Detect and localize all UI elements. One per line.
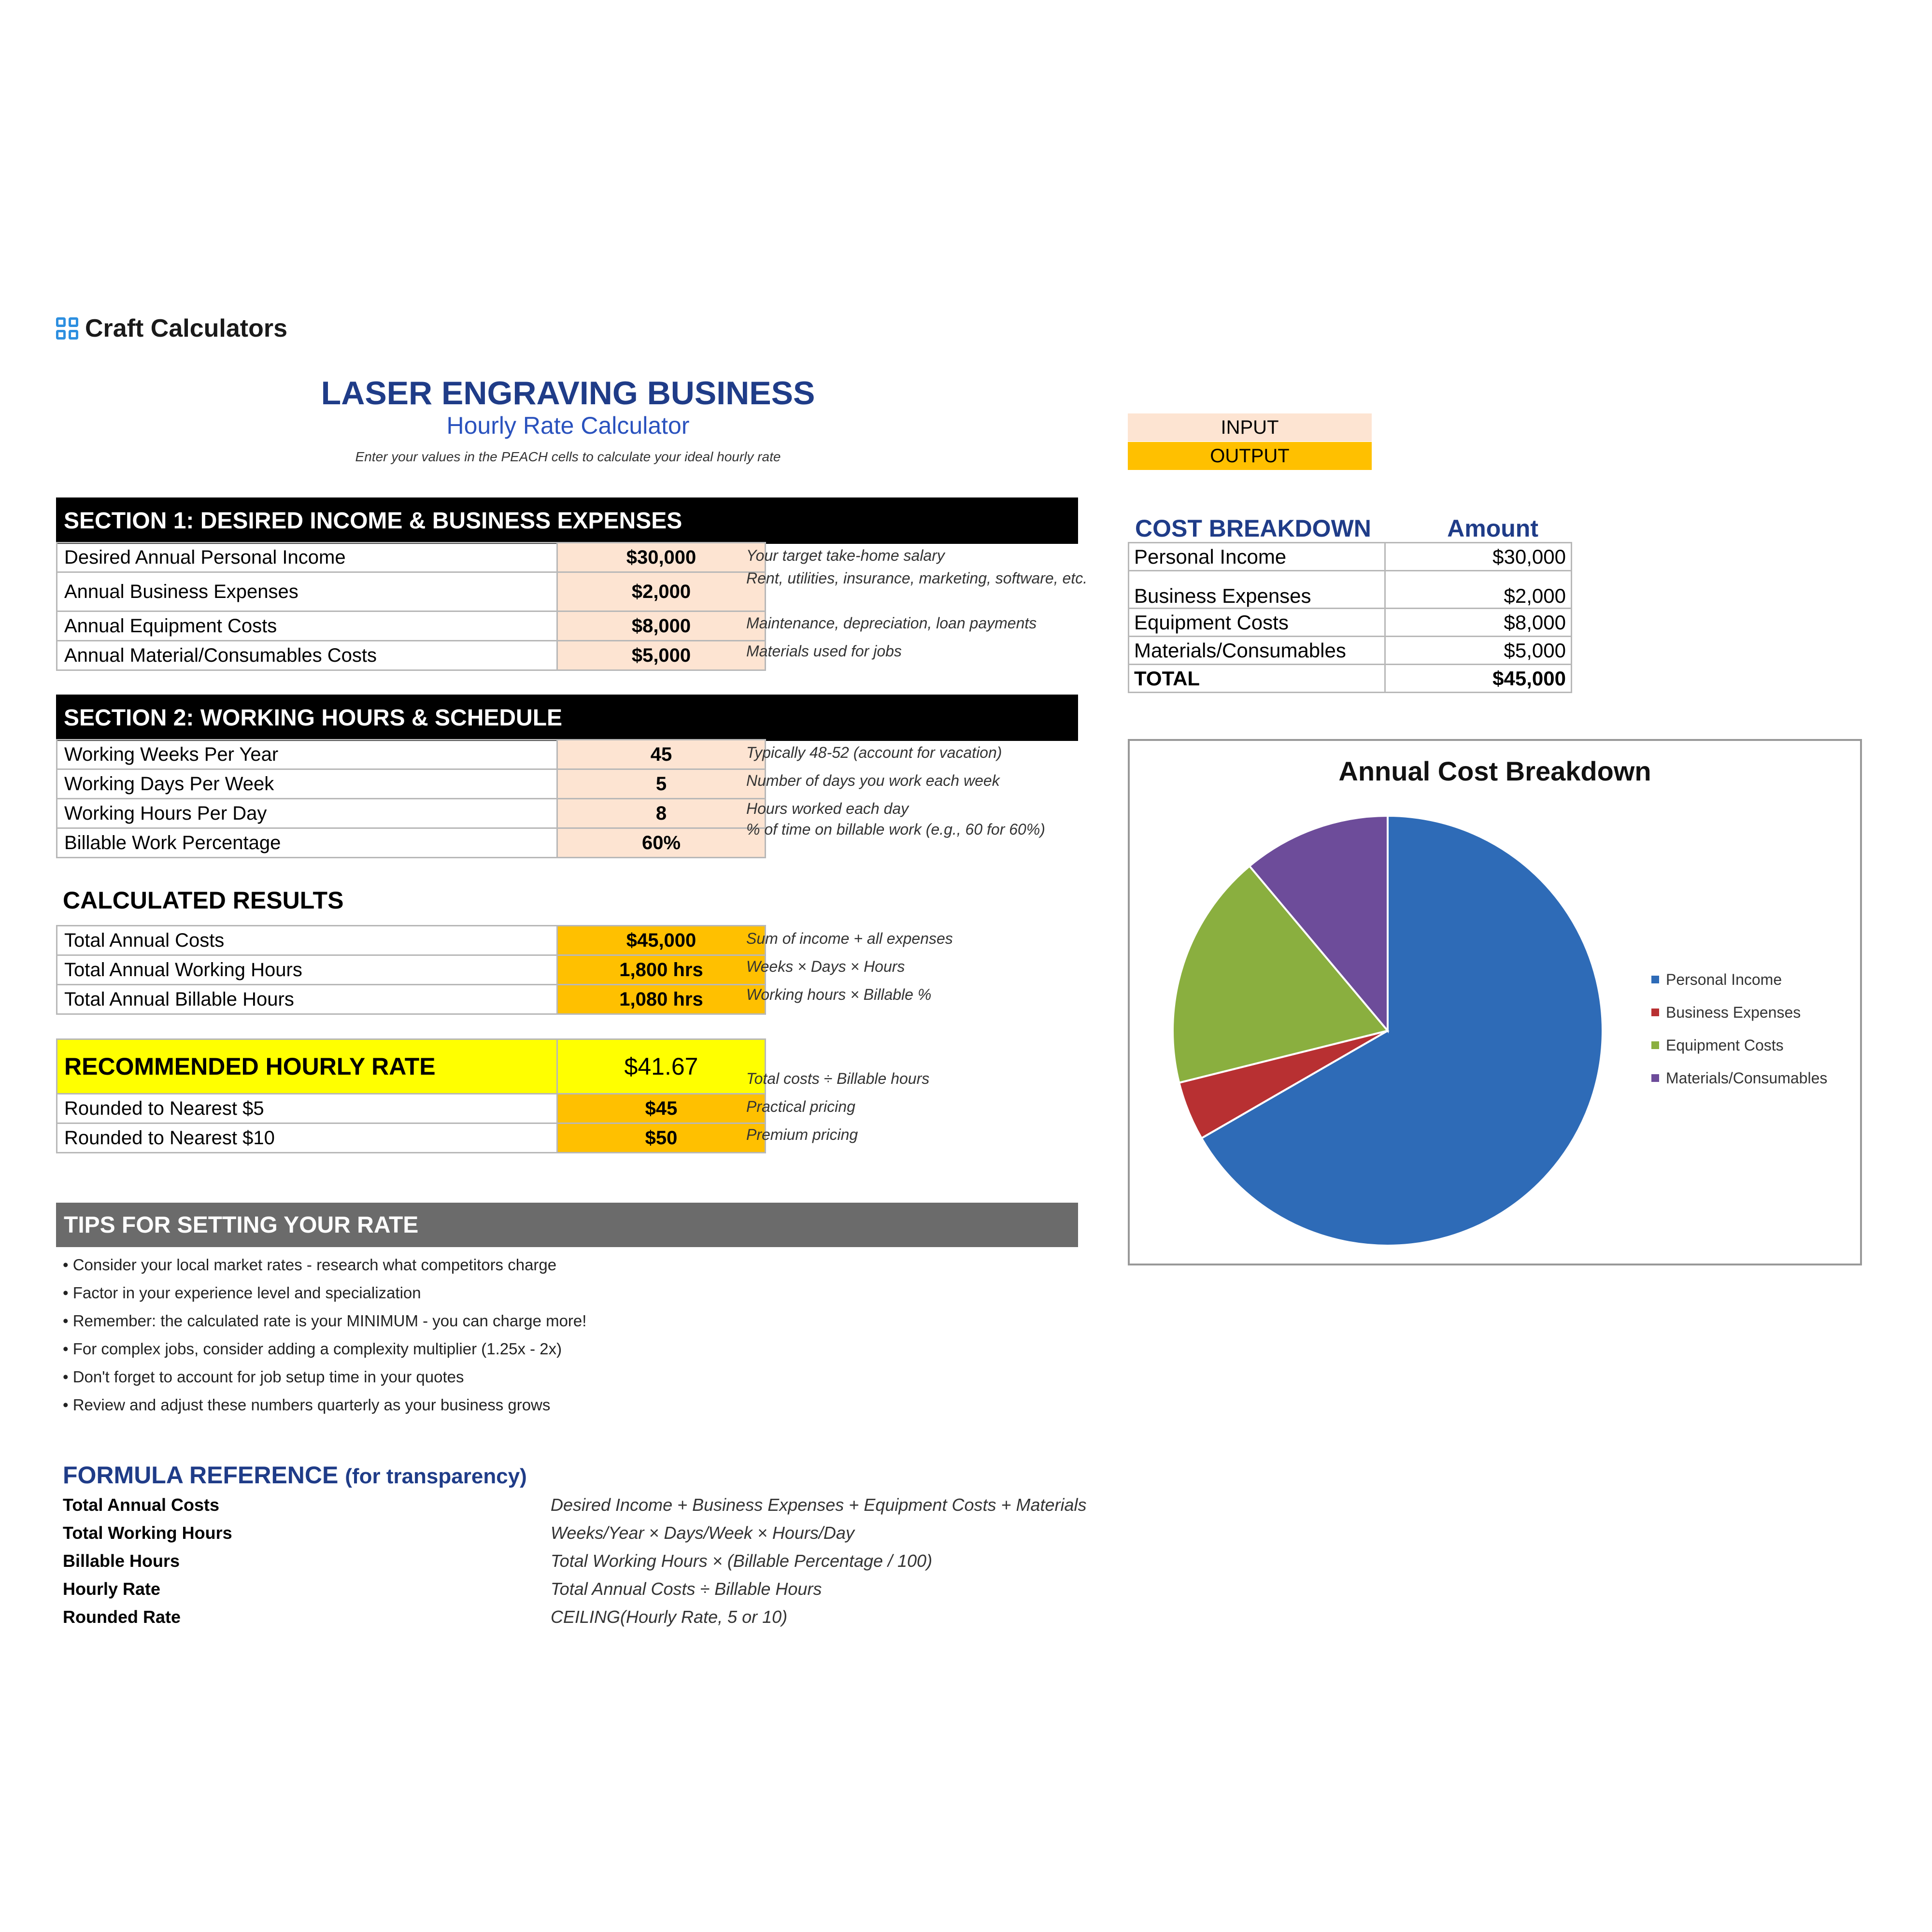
table-row xyxy=(57,611,766,641)
total-costs-output: $45,000 xyxy=(557,926,766,955)
hours-per-day-input[interactable]: 8 xyxy=(557,799,766,828)
materials-costs-input[interactable]: $5,000 xyxy=(557,641,766,670)
results-title: CALCULATED RESULTS xyxy=(63,887,344,914)
legend-item xyxy=(1651,1062,1827,1094)
working-hours-output: 1,800 hrs xyxy=(557,955,766,985)
formula-expression: Total Working Hours × (Billable Percentage / 100) xyxy=(551,1551,933,1571)
instruction-text: Enter your values in the PEACH cells to calculate your ideal hourly rate xyxy=(355,449,781,464)
row-note: Working hours × Billable % xyxy=(746,986,932,1003)
formula-label: Billable Hours xyxy=(63,1551,180,1571)
weeks-per-year-input[interactable]: 45 xyxy=(557,740,766,769)
total-row xyxy=(1129,665,1572,693)
total-label: TOTAL xyxy=(1129,665,1385,693)
list-item: • Consider your local market rates - research what competitors charge xyxy=(63,1256,557,1274)
cost-breakdown-title: COST BREAKDOWN xyxy=(1135,515,1371,542)
rounded-10-output: $50 xyxy=(557,1123,766,1153)
row-note: Total costs ÷ Billable hours xyxy=(746,1070,930,1087)
formula-label: Total Annual Costs xyxy=(63,1495,219,1515)
table-row xyxy=(1129,571,1572,609)
row-value: $8,000 xyxy=(1385,609,1572,637)
row-note: Hours worked each day xyxy=(746,800,909,817)
equipment-costs-input[interactable]: $8,000 xyxy=(557,611,766,641)
list-item: • Remember: the calculated rate is your MINIMUM - you can charge more! xyxy=(63,1312,587,1330)
formula-row xyxy=(63,1523,1145,1551)
row-label: Working Hours Per Day xyxy=(57,799,557,828)
table-row xyxy=(57,1123,766,1153)
list-item: • Don't forget to account for job setup time in your quotes xyxy=(63,1368,464,1386)
table-row xyxy=(57,769,766,799)
row-value: $5,000 xyxy=(1385,637,1572,665)
table-row xyxy=(57,828,766,858)
row-label: Working Days Per Week xyxy=(57,769,557,799)
row-label: Total Annual Costs xyxy=(57,926,557,955)
business-expenses-input[interactable]: $2,000 xyxy=(557,572,766,611)
list-item: • For complex jobs, consider adding a complexity multiplier (1.25x - 2x) xyxy=(63,1340,562,1358)
legend-label: Materials/Consumables xyxy=(1666,1069,1828,1087)
row-label: Total Annual Billable Hours xyxy=(57,985,557,1014)
row-value: $2,000 xyxy=(1385,571,1572,609)
list-item: • Review and adjust these numbers quarterly as your business grows xyxy=(63,1396,551,1414)
legend-swatch xyxy=(1651,976,1659,983)
table-row xyxy=(57,926,766,955)
formula-label: Rounded Rate xyxy=(63,1607,181,1627)
page-subtitle: Hourly Rate Calculator xyxy=(446,412,690,439)
row-label: Materials/Consumables xyxy=(1129,637,1385,665)
formula-title-suffix: (for transparency) xyxy=(345,1464,527,1488)
grid-logo-icon xyxy=(56,317,78,340)
formula-expression: CEILING(Hourly Rate, 5 or 10) xyxy=(551,1607,788,1627)
legend-item xyxy=(1651,963,1827,996)
section2-header: SECTION 2: WORKING HOURS & SCHEDULE xyxy=(56,695,1078,741)
row-label: Total Annual Working Hours xyxy=(57,955,557,985)
formula-label: Total Working Hours xyxy=(63,1523,232,1543)
cost-breakdown-table xyxy=(1128,542,1572,693)
total-value: $45,000 xyxy=(1385,665,1572,693)
formula-title-main: FORMULA REFERENCE xyxy=(63,1462,339,1489)
table-row xyxy=(57,641,766,670)
row-note: Weeks × Days × Hours xyxy=(746,958,905,975)
legend-item xyxy=(1651,1029,1827,1062)
row-note: Typically 48-52 (account for vacation) xyxy=(746,744,1002,761)
section2-table xyxy=(56,739,766,858)
row-label: Desired Annual Personal Income xyxy=(57,543,557,572)
formula-title xyxy=(63,1461,527,1489)
list-item: • Factor in your experience level and specialization xyxy=(63,1284,421,1302)
formula-row xyxy=(63,1551,1145,1579)
row-note: Number of days you work each week xyxy=(746,772,1000,789)
row-label: Equipment Costs xyxy=(1129,609,1385,637)
recommended-rate-output: $41.67 xyxy=(557,1039,766,1094)
formula-expression: Total Annual Costs ÷ Billable Hours xyxy=(551,1579,822,1599)
formula-expression: Weeks/Year × Days/Week × Hours/Day xyxy=(551,1523,854,1543)
row-note: % of time on billable work (e.g., 60 for 60%) xyxy=(746,821,1045,838)
recommended-row xyxy=(57,1039,766,1094)
page-title: LASER ENGRAVING BUSINESS xyxy=(321,375,815,412)
row-label: Rounded to Nearest $10 xyxy=(57,1123,557,1153)
table-row xyxy=(1129,543,1572,571)
formula-row xyxy=(63,1495,1145,1523)
row-label: Working Weeks Per Year xyxy=(57,740,557,769)
table-row xyxy=(57,985,766,1014)
table-row xyxy=(57,572,766,611)
recommended-table xyxy=(56,1038,766,1153)
rounded-5-output: $45 xyxy=(557,1094,766,1123)
input-key: INPUT xyxy=(1128,413,1372,441)
brand-name: Craft Calculators xyxy=(85,314,287,342)
row-note: Sum of income + all expenses xyxy=(746,930,953,947)
table-row xyxy=(1129,637,1572,665)
legend-label: Equipment Costs xyxy=(1666,1036,1784,1054)
legend-swatch xyxy=(1651,1074,1659,1082)
table-row xyxy=(57,799,766,828)
formula-table xyxy=(63,1495,1145,1649)
section1-table xyxy=(56,542,766,671)
formula-row xyxy=(63,1607,1145,1635)
row-note: Rent, utilities, insurance, marketing, software, etc. xyxy=(746,570,1088,587)
results-table xyxy=(56,925,766,1015)
row-note: Premium pricing xyxy=(746,1126,858,1143)
formula-label: Hourly Rate xyxy=(63,1579,161,1599)
cost-breakdown-amount-header: Amount xyxy=(1447,515,1538,542)
formula-row xyxy=(63,1579,1145,1607)
row-label: Personal Income xyxy=(1129,543,1385,571)
table-row xyxy=(57,543,766,572)
tips-list xyxy=(63,1251,1077,1419)
legend-label: Business Expenses xyxy=(1666,1003,1801,1021)
table-row xyxy=(1129,609,1572,637)
legend-item xyxy=(1651,996,1827,1029)
legend-swatch xyxy=(1651,1009,1659,1016)
billable-hours-output: 1,080 hrs xyxy=(557,985,766,1014)
row-value: $30,000 xyxy=(1385,543,1572,571)
row-note: Practical pricing xyxy=(746,1098,855,1115)
row-label: Annual Equipment Costs xyxy=(57,611,557,641)
row-label: Annual Business Expenses xyxy=(57,572,557,611)
row-label: Rounded to Nearest $5 xyxy=(57,1094,557,1123)
cost-pie-chart xyxy=(1128,739,1862,1265)
recommended-label: RECOMMENDED HOURLY RATE xyxy=(57,1039,557,1094)
row-label: Billable Work Percentage xyxy=(57,828,557,858)
billable-percentage-input[interactable]: 60% xyxy=(557,828,766,858)
table-row xyxy=(57,740,766,769)
output-key: OUTPUT xyxy=(1128,442,1372,470)
row-note: Maintenance, depreciation, loan payments xyxy=(746,614,1037,632)
tips-header: TIPS FOR SETTING YOUR RATE xyxy=(56,1203,1078,1247)
legend-label: Personal Income xyxy=(1666,970,1782,988)
formula-expression: Desired Income + Business Expenses + Equipment Costs + Materials xyxy=(551,1495,1087,1515)
legend-swatch xyxy=(1651,1041,1659,1049)
row-note: Your target take-home salary xyxy=(746,547,945,564)
section1-header: SECTION 1: DESIRED INCOME & BUSINESS EXPENSES xyxy=(56,497,1078,544)
brand-logo xyxy=(56,314,287,343)
annual-income-input[interactable]: $30,000 xyxy=(557,543,766,572)
chart-title: Annual Cost Breakdown xyxy=(1338,756,1651,786)
days-per-week-input[interactable]: 5 xyxy=(557,769,766,799)
chart-legend xyxy=(1651,963,1827,1094)
row-label: Business Expenses xyxy=(1129,571,1385,609)
table-row xyxy=(57,1094,766,1123)
row-label: Annual Material/Consumables Costs xyxy=(57,641,557,670)
row-note: Materials used for jobs xyxy=(746,642,902,660)
table-row xyxy=(57,955,766,985)
